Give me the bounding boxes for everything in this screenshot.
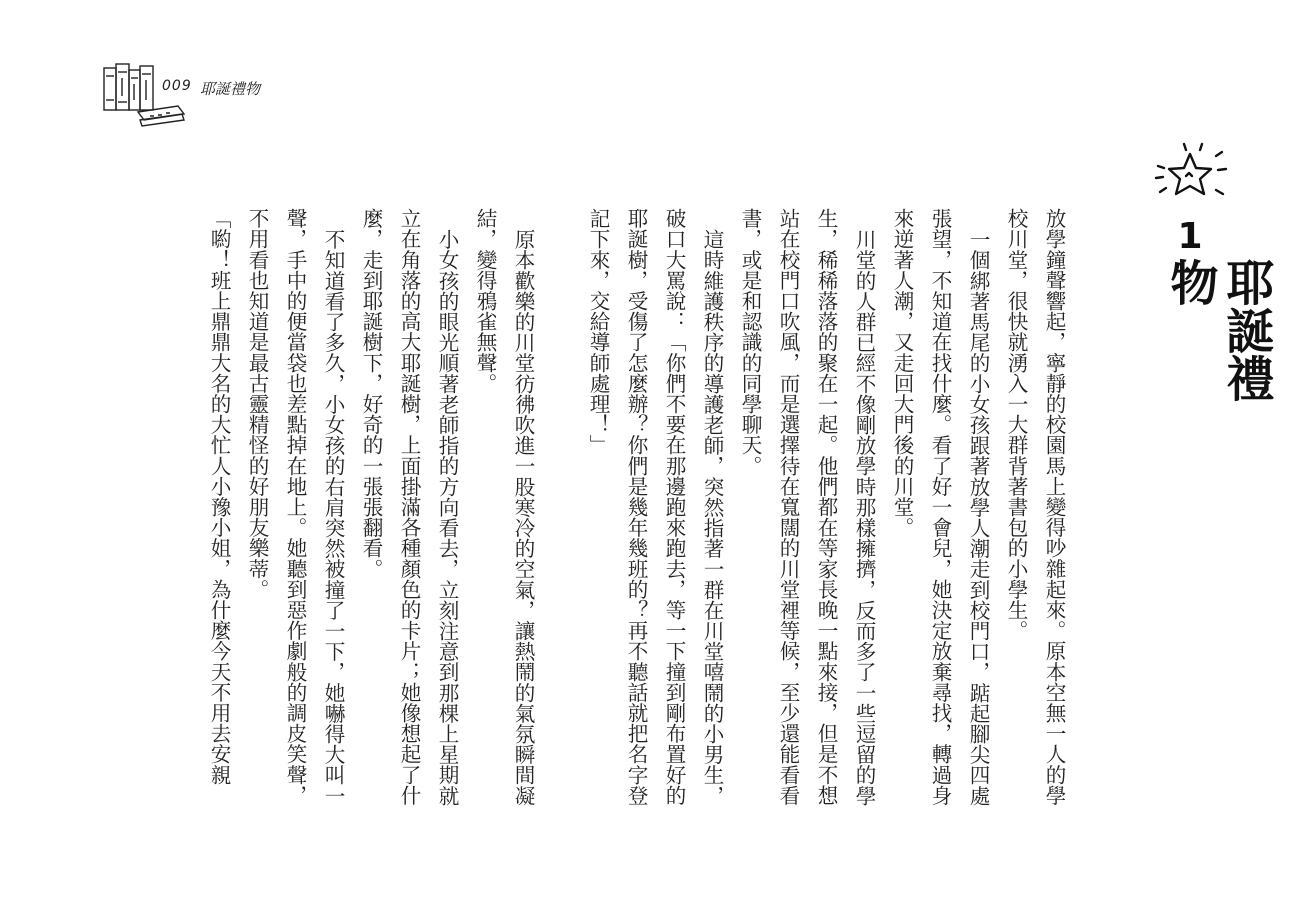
paragraph: 小女孩的眼光順著老師指的方向看去，立刻注意到那棵上星期就立在角落的高大耶誕樹，上面掛滿各種顏色的卡片；她像想起了什麼，走到耶誕樹下，好奇的一張張翻看。	[359, 208, 459, 806]
paragraph: 原本歡樂的川堂彷彿吹進一股寒冷的空氣，讓熱鬧的氣氛瞬間凝結，變得鴉雀無聲。	[473, 208, 535, 806]
paragraph: 川堂的人群已經不像剛放學時那樣擁擠，反而多了一些逗留的學生，稀稀落落的聚在一起。他們都在等家長晚一點來接，但是不想站在校門口吹風，而是選擇待在寬闊的川堂裡等候，至少還能看看書，或是和認識的同學聊天。	[738, 208, 876, 806]
paragraph: 一個綁著馬尾的小女孩跟著放學人潮走到校門口，踮起腳尖四處張望，不知道在找什麼。看了好一會兒，她決定放棄尋找，轉過身來逆著人潮，又走回大門後的川堂。	[890, 208, 990, 806]
paragraph: 這時維護秩序的導護老師，突然指著一群在川堂嘻鬧的小男生，破口大罵說：「你們不要在那邊跑來跑去，等一下撞到剛布置好的耶誕樹，受傷了怎麼辦？你們是幾年幾班的？再不聽話就把名字登記下來，交給導師處理！」	[586, 208, 724, 806]
paragraph: 放學鐘聲響起，寧靜的校園馬上變得吵雜起來。原本空無一人的學校川堂，很快就湧入一大群背著書包的小學生。	[1004, 208, 1066, 806]
page-header	[100, 60, 300, 130]
page-number: 009	[162, 78, 192, 94]
chapter-heading	[1150, 140, 1274, 440]
chapter-title: 耶誕禮物	[1162, 258, 1274, 402]
paragraph: 不知道看了多久，小女孩的右肩突然被撞了一下，她嚇得大叫一聲，手中的便當袋也差點掉在地上。她聽到惡作劇般的調皮笑聲，不用看也知道是最古靈精怪的好朋友樂蒂。	[245, 208, 345, 806]
star-burst-icon	[1150, 140, 1230, 210]
chapter-number: 1	[1177, 216, 1203, 257]
body-text	[200, 208, 1073, 808]
running-title: 耶誕禮物	[200, 80, 261, 98]
paragraph: 「喲！班上鼎鼎大名的大忙人小豫小姐，為什麼今天不用去安親	[207, 208, 231, 785]
book-stack-icon	[100, 60, 190, 130]
